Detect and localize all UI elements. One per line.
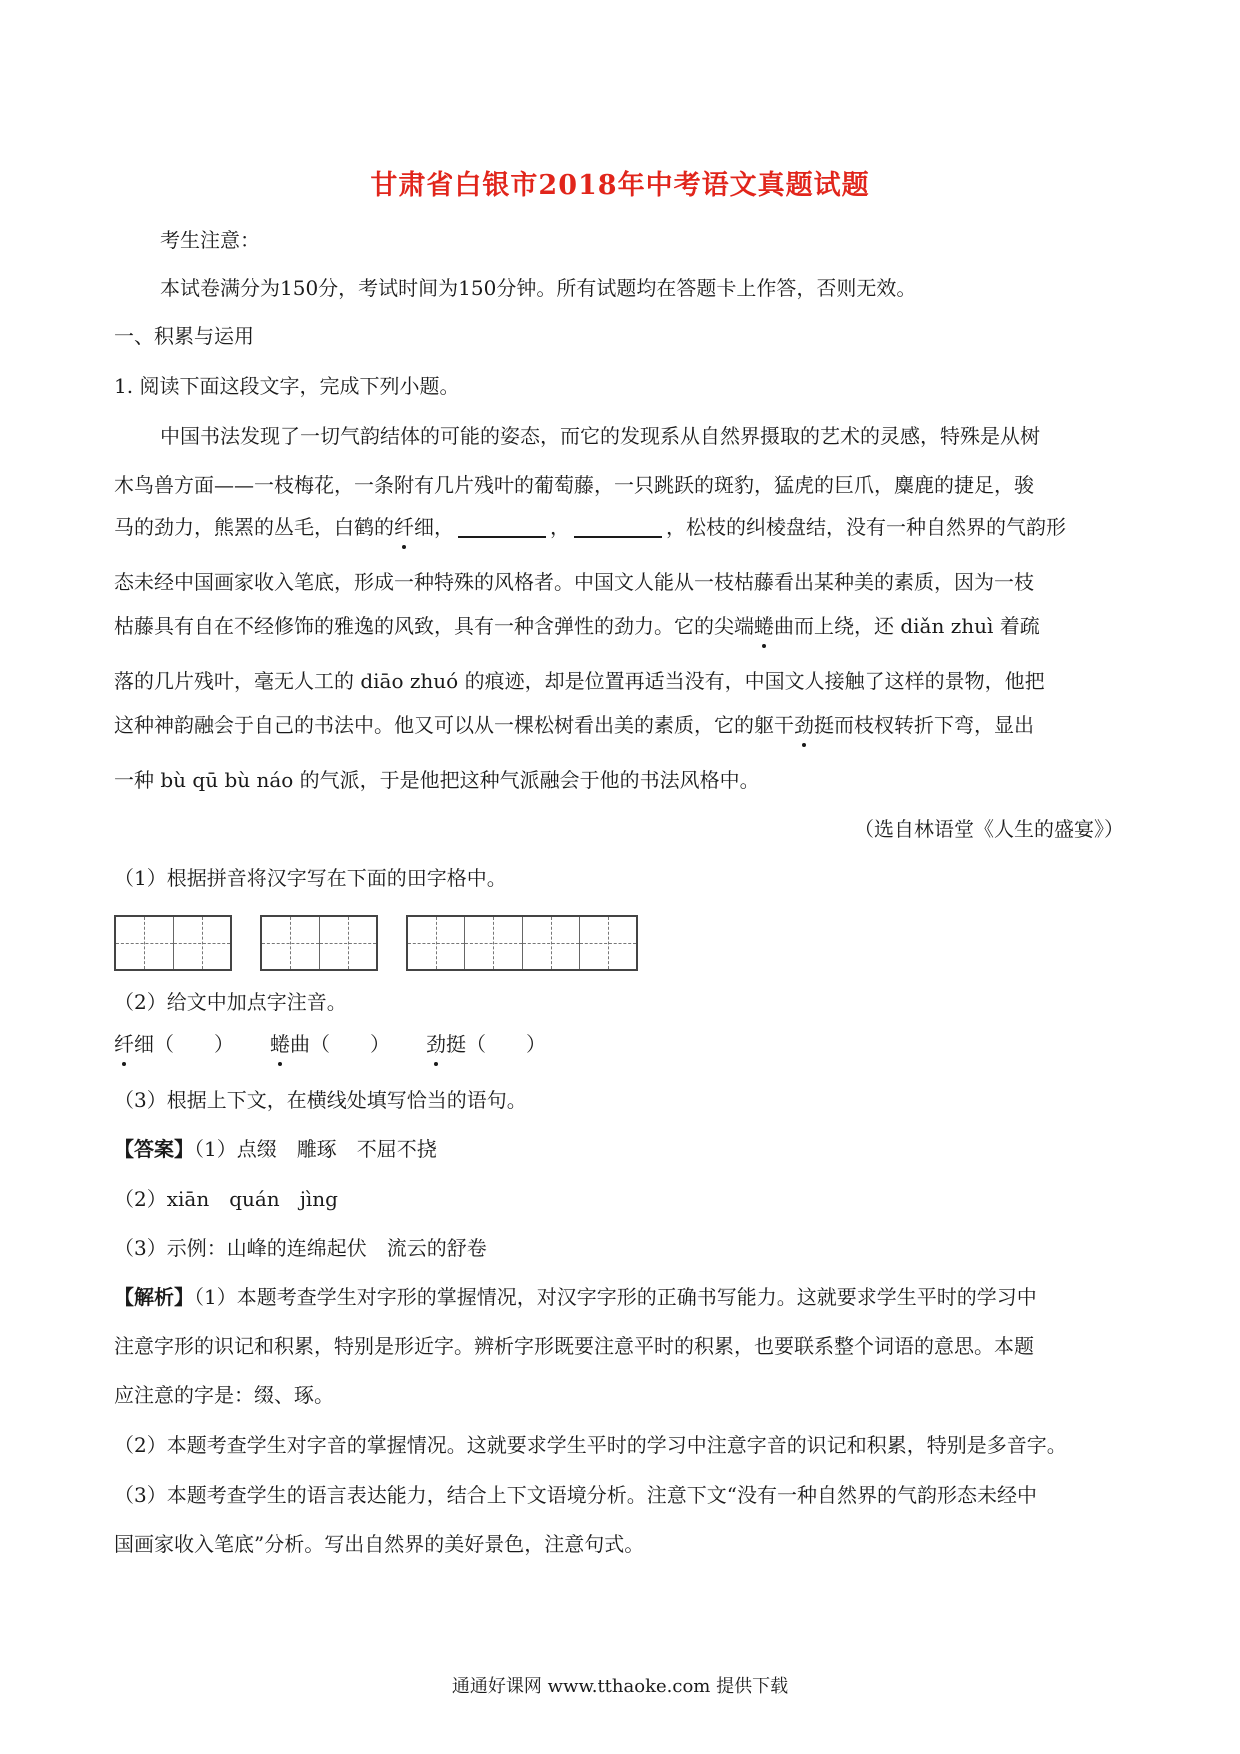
analysis-line: （2）本题考查学生对字音的掌握情况。这就要求学生平时的学习中注意字音的识记和积累，特别是多音字。: [114, 1433, 1067, 1457]
fill-blank[interactable]: [458, 536, 546, 538]
analysis-line: [114, 1283, 1134, 1311]
dotted-char: 纤: [114, 1032, 134, 1056]
sub-question-2: （2）给文中加点字注音。: [114, 990, 347, 1014]
analysis-line: 应注意的字是：缀、琢。: [114, 1383, 334, 1407]
passage-line: 态未经中国画家收入笔底，形成一种特殊的风格者。中国文人能从一枝枯藤看出某种美的素质，因为一枝: [114, 570, 1034, 594]
fill-blank[interactable]: [574, 536, 662, 538]
page-footer: 通通好课网 www.tthaoke.com 提供下载: [451, 1676, 789, 1697]
dotted-char: 劲: [794, 713, 814, 737]
sub-question-3: （3）根据上下文，在横线处填写恰当的语句。: [114, 1088, 527, 1112]
grid-cell[interactable]: [262, 917, 320, 969]
analysis-line: 注意字形的识记和积累，特别是形近字。辨析字形既要注意平时的积累，也要联系整个词语的意思。本题: [114, 1334, 1034, 1358]
passage-line: 中国书法发现了一切气韵结体的可能的姿态，而它的发现系从自然界摄取的艺术的灵感，特殊是从树: [160, 424, 1040, 448]
passage-text: 马的劲力，熊罴的丛毛，白鹤的: [114, 515, 394, 539]
passage-text: 枯藤具有自在不经修饰的雅逸的风致，具有一种含弹性的劲力。它的尖端: [114, 614, 754, 638]
grid-cell[interactable]: [523, 917, 580, 969]
passage-line: [114, 612, 1134, 640]
dotted-char: 蜷: [754, 614, 774, 638]
analysis-label: 【解析】: [114, 1285, 194, 1309]
passage-line: [114, 513, 1134, 541]
passage-text: ，: [550, 515, 570, 539]
notice-heading: 考生注意：: [160, 228, 260, 252]
item-word: 细: [134, 1032, 154, 1056]
answer-line: （3）示例：山峰的连绵起伏 流云的舒卷: [114, 1236, 487, 1260]
grid-cell[interactable]: [465, 917, 522, 969]
page-title: 甘肃省白银市2018年中考语文真题试题: [370, 170, 870, 201]
tianzige-box-3[interactable]: [406, 915, 638, 971]
passage-line: 落的几片残叶，毫无人工的 diāo zhuó 的痕迹，却是位置再适当没有，中国文人接触了这样的景物，他把: [114, 669, 1045, 693]
analysis-text: （1）本题考查学生对字形的掌握情况，对汉字字形的正确书写能力。这就要求学生平时的学习中: [194, 1285, 1037, 1309]
answer-label: 【答案】: [114, 1137, 194, 1161]
passage-source: （选自林语堂《人生的盛宴》）: [854, 817, 1124, 841]
answer-line: [114, 1135, 1134, 1163]
passage-text: 这种神韵融会于自己的书法中。他又可以从一棵松树看出美的素质，它的躯干: [114, 713, 794, 737]
answer-line: （2）xiān quán jìng: [114, 1187, 338, 1211]
answer-paren[interactable]: （ ）: [466, 1032, 546, 1056]
dotted-char: 纤: [394, 515, 414, 539]
analysis-line: 国画家收入笔底”分析。写出自然界的美好景色，注意句式。: [114, 1532, 645, 1556]
answer-paren[interactable]: （ ）: [310, 1032, 390, 1056]
passage-line: 一种 bù qū bù náo 的气派，于是他把这种气派融会于他的书法风格中。: [114, 768, 760, 792]
answer-text: （1）点缀 雕琢 不屈不挠: [194, 1137, 437, 1161]
section-heading: 一、积累与运用: [114, 324, 254, 348]
grid-cell[interactable]: [174, 917, 231, 969]
passage-text: ，松枝的纠棱盘结，没有一种自然界的气韵形: [666, 515, 1066, 539]
tianzige-box-1[interactable]: [114, 915, 232, 971]
passage-text: 挺而枝杈转折下弯，显出: [814, 713, 1034, 737]
tianzige-box-2[interactable]: [260, 915, 378, 971]
sub-question-1: （1）根据拼音将汉字写在下面的田字格中。: [114, 866, 507, 890]
pinyin-items: [114, 1030, 1134, 1058]
answer-paren[interactable]: （ ）: [154, 1032, 234, 1056]
dotted-char: 劲: [426, 1032, 446, 1056]
dotted-char: 蜷: [270, 1032, 290, 1056]
notice-text: 本试卷满分为150分，考试时间为150分钟。所有试题均在答题卡上作答，否则无效。: [160, 276, 917, 300]
passage-line: [114, 711, 1134, 739]
passage-text: 曲而上绕，还 diǎn zhuì 着疏: [774, 614, 1040, 638]
grid-cell[interactable]: [116, 917, 174, 969]
passage-text: 细，: [414, 515, 454, 539]
item-word: 曲: [290, 1032, 310, 1056]
passage-line: 木鸟兽方面——一枝梅花，一条附有几片残叶的葡萄藤，一只跳跃的斑豹，猛虎的巨爪，麋鹿的捷足，骏: [114, 473, 1034, 497]
analysis-line: （3）本题考查学生的语言表达能力，结合上下文语境分析。注意下文“没有一种自然界的气韵形态未经中: [114, 1483, 1037, 1507]
grid-cell[interactable]: [320, 917, 377, 969]
question-stem: 1. 阅读下面这段文字，完成下列小题。: [114, 374, 460, 398]
grid-cell[interactable]: [580, 917, 636, 969]
grid-cell[interactable]: [408, 917, 465, 969]
item-word: 挺: [446, 1032, 466, 1056]
